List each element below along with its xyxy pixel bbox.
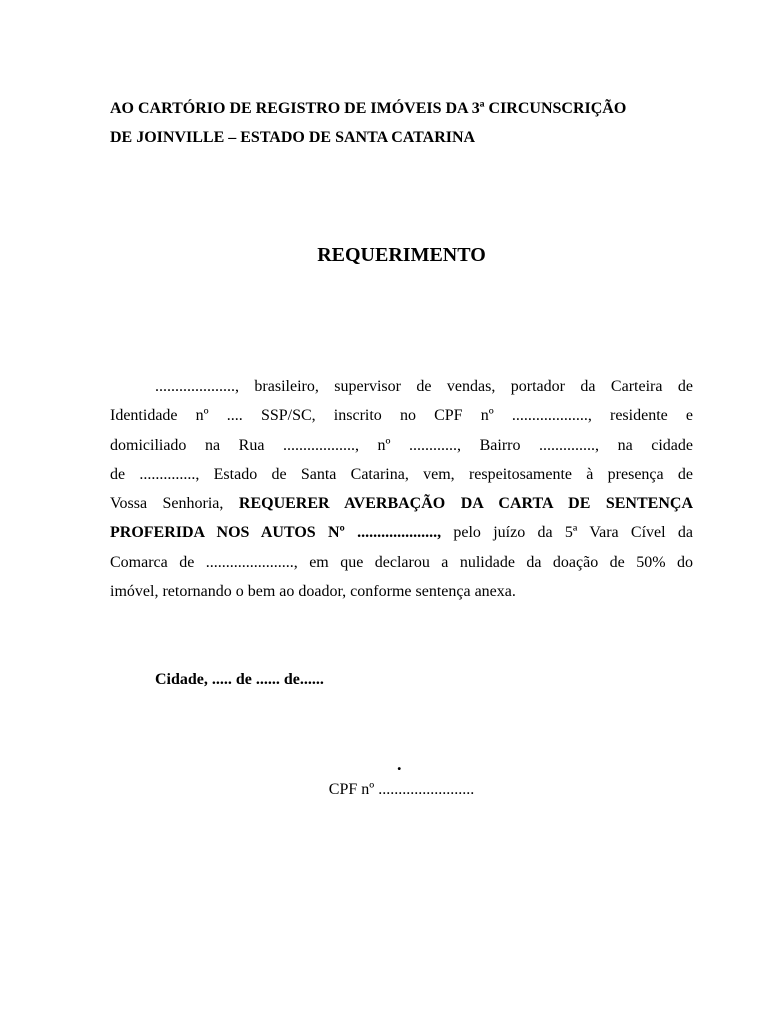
paragraph-line-2: Identidade nº .... SSP/SC, inscrito no CPF nº ..................., residente e xyxy=(110,407,693,425)
paragraph-line-6-text: pelo juízo da 5ª Vara Cível da xyxy=(441,524,693,542)
paragraph-line-6-bold: PROFERIDA NOS AUTOS Nº ...................., xyxy=(110,524,442,542)
addressee-header xyxy=(110,94,700,152)
addressee-line-1: AO CARTÓRIO DE REGISTRO DE IMÓVEIS DA 3ª CIRCUNSCRIÇÃO xyxy=(110,100,627,117)
document-title: REQUERIMENTO xyxy=(317,244,486,266)
date-line: Cidade, ..... de ...... de...... xyxy=(155,671,324,688)
paragraph-line-3: domiciliado na Rua .................., nº ............, Bairro .............., na cidade xyxy=(110,436,693,454)
paragraph-line-5-bold: REQUERER AVERBAÇÃO DA CARTA DE SENTENÇA xyxy=(238,495,693,513)
paragraph-line-8: imóvel, retornando o bem ao doador, conforme sentença anexa. xyxy=(110,583,516,601)
request-paragraph xyxy=(110,372,693,606)
signature-mark: . xyxy=(397,754,402,774)
paragraph-line-1: ...................., brasileiro, supervisor de vendas, portador da Carteira de xyxy=(155,378,693,395)
paragraph-line-5-text: Vossa Senhoria, xyxy=(110,495,239,513)
paragraph-line-5 xyxy=(110,489,693,518)
paragraph-line-7: Comarca de ......................, em que declarou a nulidade da doação de 50% do xyxy=(110,553,693,571)
addressee-line-2: DE JOINVILLE – ESTADO DE SANTA CATARINA xyxy=(110,129,476,146)
paragraph-line-4: de .............., Estado de Santa Catarina, vem, respeitosamente à presença de xyxy=(110,465,693,483)
signature-cpf: CPF nº ........................ xyxy=(328,781,475,798)
paragraph-line-6 xyxy=(110,518,693,547)
